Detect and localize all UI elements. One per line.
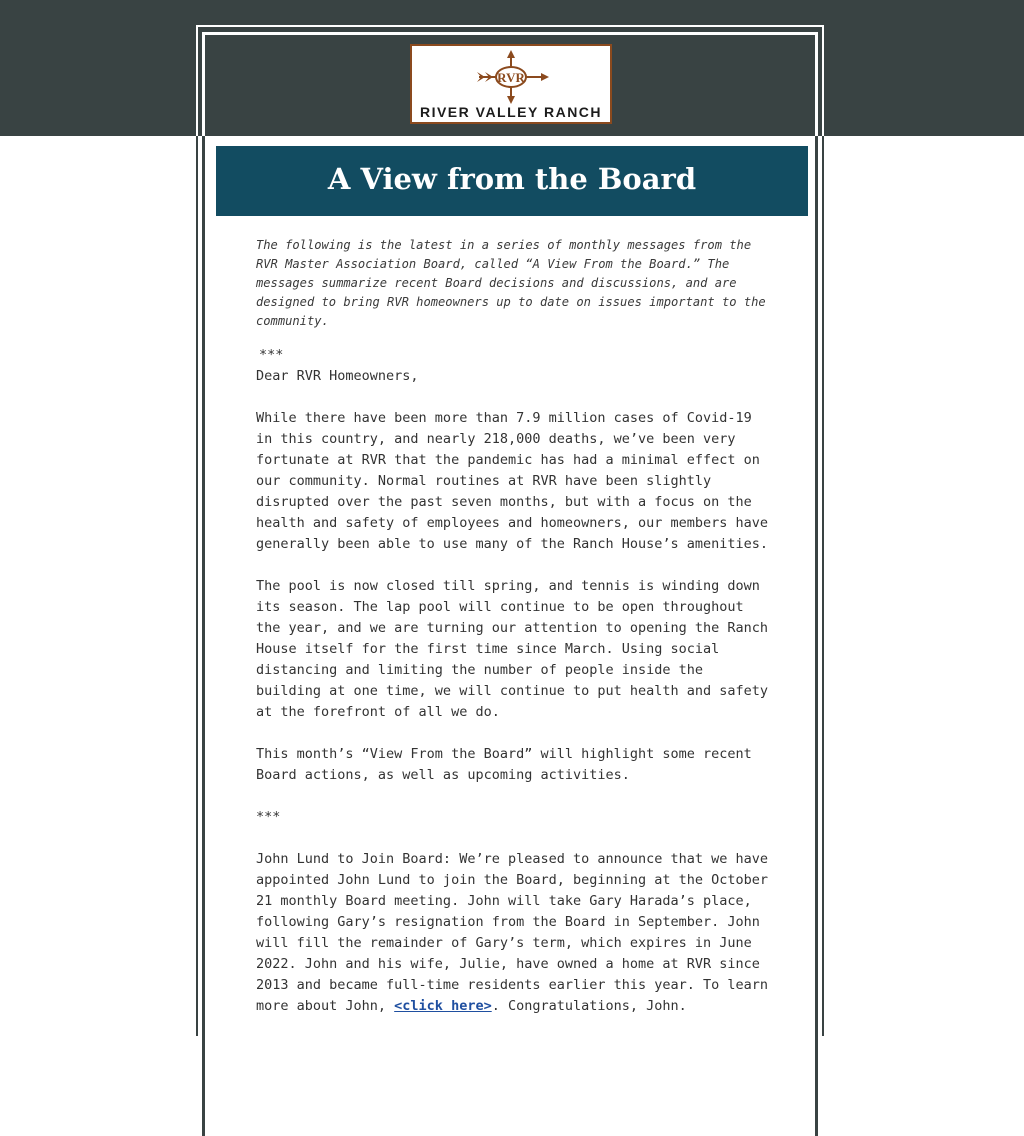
compass-arrow-icon bbox=[471, 50, 551, 104]
logo[interactable] bbox=[410, 44, 612, 124]
paragraph-text: . Congratulations, John. bbox=[491, 998, 687, 1014]
paragraph bbox=[256, 849, 776, 1017]
article-body bbox=[256, 236, 776, 1017]
paragraph-text: John Lund to Join Board: We’re pleased to announce that we have appointed John Lund to join the Board, beginning at the October 21 monthly Board meeting. John will take Gary Harada’s place, following Gary’s resignation from the Board in September. John will fill the remainder of Gary’s term, which expires in June 2022. John and his wife, Julie, have owned a home at RVR since 2013 and became full-time residents earlier this year. To learn more about John, bbox=[256, 851, 769, 1014]
click-here-link[interactable]: <click here> bbox=[394, 998, 492, 1014]
intro-paragraph: The following is the latest in a series of monthly messages from the RVR Master Association Board, called “A View From the Board.” The messages summarize recent Board decisions and discussions, and are designed to bring RVR homeowners up to date on issues important to the community. bbox=[256, 238, 766, 328]
separator: *** bbox=[259, 347, 284, 363]
page-title: A View from the Board bbox=[216, 146, 808, 216]
svg-text:RVR: RVR bbox=[497, 70, 525, 85]
logo-text: RIVER VALLEY RANCH bbox=[419, 104, 603, 120]
paragraph: While there have been more than 7.9 million cases of Covid-19 in this country, and nearly 218,000 deaths, we’ve been very fortunate at RVR that the pandemic has had a minimal effect on our community. Normal routines at RVR have been slightly disrupted over the past seven months, but with a focus on the health and safety of employees and homeowners, our members have generally been able to use many of the Ranch House’s amenities. bbox=[256, 410, 769, 552]
salutation: Dear RVR Homeowners, bbox=[256, 368, 419, 384]
separator: *** bbox=[256, 809, 281, 825]
paragraph: The pool is now closed till spring, and tennis is winding down its season. The lap pool will continue to be open throughout the year, and we are turning our attention to opening the Ranch House itself for the first time since March. Using social distancing and limiting the number of people inside the building at one time, we will continue to put health and safety at the forefront of all we do. bbox=[256, 578, 769, 720]
paragraph: This month’s “View From the Board” will highlight some recent Board actions, as well as upcoming activities. bbox=[256, 746, 752, 783]
